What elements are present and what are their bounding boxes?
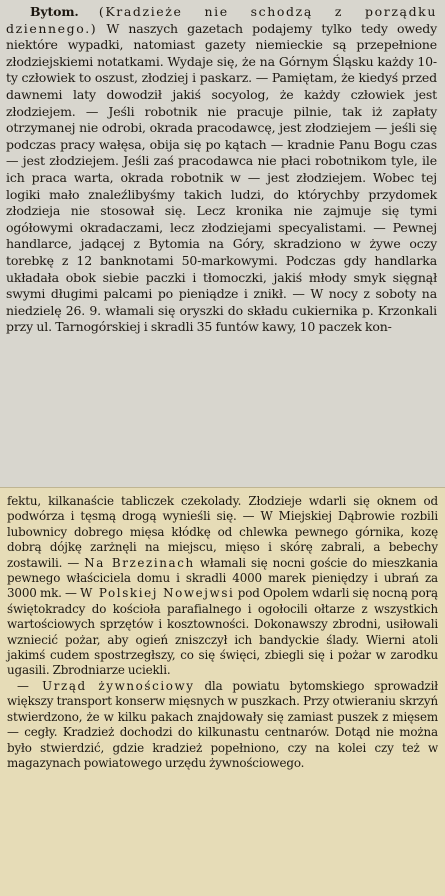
article-text: włamali się nocni goście do mieszkania pewnego właściciela domu i skradli 4000 marek pieniędzy i ubrań za 3000 mk. — — [7, 555, 438, 601]
article-paragraph-food-office — [7, 679, 438, 771]
article-column-top — [6, 4, 437, 336]
article-body: W naszych gazetach podajemy tylko tedy owedy niektóre wypadki, natomiast gazety niemieckie są przepełnione złodziejskiemi notatkami. Wydaje się, że na Górnym Śląsku każdy 10-ty człowiek to oszust, złodziej i paskarz. — Pamiętam, że kiedyś przed dawnemi laty dowodził jakiś socyolog, że każdy człowiek jest złodziejem. — Jeśli robotnik nie pracuje pilnie, tak iż zapłaty otrzymanej nie odrobi, okrada pracodawcę, jest złodziejem — jeśli się podczas pracy wałęsa, obija się po kątach — kradnie Panu Bogu czas — jest złodziejem. Jeśli zaś pracodawca nie płaci robotnikom tyle, ile ich praca warta, okrada robotnik w — jest złodziejem. Wobec tej logiki mało znaleźlibyśmy takich ludzi, do którychby przydomek złodzieja nie stosował się. Lecz kronika nie zajmuje się tymi ogółowymi okradaczami, lecz złodziejami specyalistami. — Pewnej handlarce, jadącej z Bytomia na Góry, skradziono w żywe oczy torebkę z 12 banknotami 50-markowymi. Podczas gdy handlarka układała obok siebie paczki i tłomoczki, jakiś młody smyk sięgnął swymi długimi palcami po pieniądze i znikł. — W nocy z soboty na niedzielę 26. 9. włamali się oryszki do składu cukiernika p. Krzonkali przy ul. Tarnogórskiej i skradli 35 funtów kawy, 10 paczek kon- — [6, 20, 437, 335]
article-paragraph-continued — [7, 494, 438, 679]
place-name: Na Brzezinach — [84, 555, 195, 570]
article-text: fektu, kilkanaście tabliczek czekolady. Złodzieje wdarli się oknem od podwórza i tęsmą drogą wynieśli się. — W Miejskiej Dąbrowie rozbili lubownicy dobrego mięsa kłódkę od chlewka pewnego górnika, kozę dobrą dójkę zarżnęli na miejscu, mięso i skórę zabrali, a bebechy zostawili. — — [7, 494, 438, 570]
article-place: Bytom. — [30, 4, 79, 19]
article-text: dla powiatu bytomskiego sprowadził większy transport konserw mięsnych w puszkach. Przy otwieraniu skrzyń stwierdzono, że w kilku pakach znajdowały się zamiast puszek z mięsem — cegły. Kradzież dochodzi do kilkunastu centnarów. Dotąd nie można było stwierdzić, gdzie kradzież popełniono, czy na kolei czy też w magazynach powiatowego urzędu żywnościowego. — [7, 678, 439, 770]
place-name: W Polskiej Nowejwsi — [80, 586, 235, 601]
article-text: pod Opolem wdarli się nocną porą świętokradcy do kościoła parafialnego i ogołocili ołtarze z wszystkich wartościowych sprzętów i kosztowności. Dokonawszy zbrodni, usiłowali wzniecić pożar, aby ogień zniszczył ich bandyckie ślady. Wierni atoli jakimś cudem spostrzegłszy, co się święci, zbiegli się i pożar w zarodku ugasili. Zbrodniarze uciekli. — [7, 586, 438, 678]
office-name: — Urząd żywnościowy — [17, 678, 195, 693]
article-column-bottom — [7, 494, 438, 771]
article-paragraph — [6, 4, 437, 336]
article-continuation — [0, 487, 445, 896]
article-heading: (Kradzieże nie schodzą z porządku dziennego.) — [6, 4, 437, 36]
